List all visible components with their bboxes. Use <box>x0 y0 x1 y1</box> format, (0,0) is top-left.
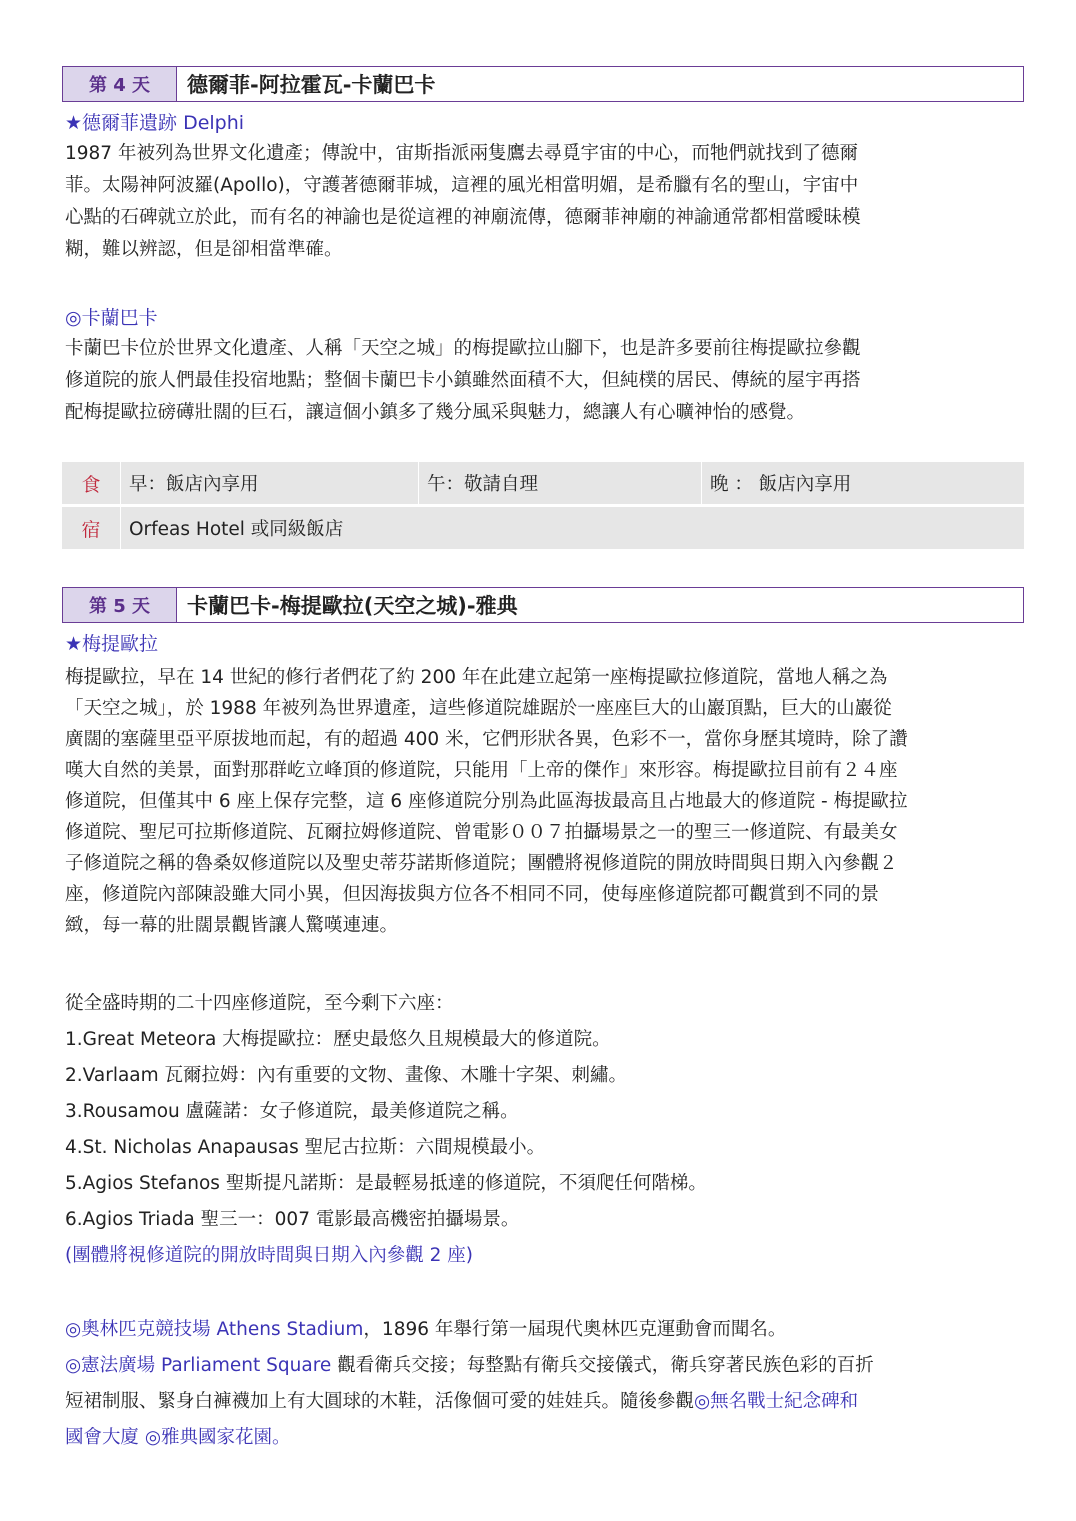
breakfast-cell: 早：飯店內享用 <box>120 462 418 504</box>
kalambaka-line: 卡蘭巴卡位於世界文化遺產、人稱「天空之城」的梅提歐拉山腳下，也是許多要前往梅提歐拉參觀 <box>65 338 861 359</box>
parliament-text: 觀看衛兵交接；每整點有衛兵交接儀式，衛兵穿著民族色彩的百折 <box>331 1355 874 1376</box>
kalambaka-title: ◎卡蘭巴卡 <box>65 307 158 329</box>
stadium-name: ◎奧林匹克競技場 Athens Stadium <box>65 1319 364 1340</box>
athens-section <box>65 1312 1015 1456</box>
meteora-line: 緻，每一幕的壯闊景觀皆讓人驚嘆連連。 <box>65 915 399 936</box>
hotel-cell: Orfeas Hotel 或同級飯店 <box>120 507 1024 549</box>
meteora-description <box>65 662 1015 941</box>
meteora-line: 修道院，但僅其中 6 座上保存完整，這 6 座修道院分別為此區海拔最高且占地最大的修道院 - 梅提歐拉 <box>65 791 908 812</box>
meal-label: 食 <box>81 473 101 496</box>
list-item: 1.Great Meteora 大梅提歐拉：歷史最悠久且規模最大的修道院。 <box>65 1029 611 1050</box>
lunch-cell: 午：敬請自理 <box>418 462 701 504</box>
meal-table <box>62 462 1024 549</box>
delphi-line: 心點的石碑就立於此，而有名的神諭也是從這裡的神廟流傳，德爾菲神廟的神諭通常都相當曖昧模 <box>65 207 861 228</box>
list-item: 4.St. Nicholas Anapausas 聖尼古拉斯：六間規模最小。 <box>65 1137 546 1158</box>
parliament-garden: 國會大廈 ◎雅典國家花園。 <box>65 1427 291 1448</box>
day4-number: 第 4 天 <box>63 67 177 101</box>
parliament-line <box>65 1348 1015 1384</box>
meteora-line: 子修道院之稱的魯桑奴修道院以及聖史蒂芬諾斯修道院；團體將視修道院的開放時間與日期入內參觀２ <box>65 853 898 874</box>
day5-route: 卡蘭巴卡-梅提歐拉(天空之城)-雅典 <box>187 594 518 618</box>
list-item: 3.Rousamou 盧薩諾：女子修道院，最美修道院之稱。 <box>65 1101 519 1122</box>
delphi-line: 1987 年被列為世界文化遺產；傳說中，宙斯指派兩隻鷹去尋覓宇宙的中心，而牠們就找到了德爾 <box>65 143 858 164</box>
delphi-line: 菲。太陽神阿波羅(Apollo)，守護著德爾菲城，這裡的風光相當明媚，是希臘有名的聖山，宇宙中 <box>65 175 859 196</box>
day4-route: 德爾菲-阿拉霍瓦-卡蘭巴卡 <box>187 73 436 97</box>
meteora-line: 「天空之城」，於 1988 年被列為世界遺產，這些修道院雄踞於一座座巨大的山巖頂點，巨大的山巖從 <box>65 698 892 719</box>
monastery-list <box>65 986 1015 1274</box>
tomb-link: ◎無名戰士紀念碑和 <box>694 1391 859 1412</box>
parliament-name: ◎憲法廣場 Parliament Square <box>65 1355 332 1376</box>
list-intro: 從全盛時期的二十四座修道院，至今剩下六座： <box>65 993 454 1014</box>
stadium-line <box>65 1312 1015 1348</box>
day5-number: 第 5 天 <box>63 588 177 622</box>
kalambaka-description <box>65 333 1015 429</box>
meteora-line: 嘆大自然的美景，面對那群屹立峰頂的修道院，只能用「上帝的傑作」來形容。梅提歐拉目前有２４座 <box>65 760 898 781</box>
kalambaka-line: 配梅提歐拉磅礡壯闊的巨石，讓這個小鎮多了幾分風采與魅力，總讓人有心曠神怡的感覺。 <box>65 402 806 423</box>
meteora-line: 梅提歐拉，早在 14 世紀的修行者們花了約 200 年在此建立起第一座梅提歐拉修道院，當地人稱之為 <box>65 667 888 688</box>
day4-header <box>62 66 1024 102</box>
stadium-text: ，1896 年舉行第一屆現代奧林匹克運動會而聞名。 <box>363 1319 787 1340</box>
day5-header <box>62 587 1024 623</box>
meteora-line: 座，修道院內部陳設雖大同小異，但因海拔與方位各不相同不同，使每座修道院都可觀賞到不同的景 <box>65 884 880 905</box>
delphi-title: ★德爾菲遺跡 Delphi <box>65 112 245 134</box>
list-item: 6.Agios Triada 聖三一：007 電影最高機密拍攝場景。 <box>65 1209 520 1230</box>
kalambaka-line: 修道院的旅人們最佳投宿地點；整個卡蘭巴卡小鎮雖然面積不大，但純樸的居民、傳統的屋宇再搭 <box>65 370 861 391</box>
parliament-line-2 <box>65 1384 1015 1420</box>
stay-row <box>62 507 1024 549</box>
meteora-line: 修道院、聖尼可拉斯修道院、瓦爾拉姆修道院、曾電影００７拍攝場景之一的聖三一修道院、有最美女 <box>65 822 898 843</box>
dinner-cell: 晚 ： 飯店內享用 <box>701 462 1024 504</box>
stay-label: 宿 <box>81 518 101 541</box>
delphi-line: 糊，難以辨認，但是卻相當準確。 <box>65 239 343 260</box>
delphi-description <box>65 138 1015 266</box>
meteora-line: 廣闊的塞薩里亞平原拔地而起，有的超過 400 米，它們形狀各異，色彩不一，當你身歷其境時，除了讚 <box>65 729 908 750</box>
parliament-text-2: 短裙制服、緊身白褲襪加上有大圓球的木鞋，活像個可愛的娃娃兵。隨後參觀 <box>65 1391 695 1412</box>
list-item: 2.Varlaam 瓦爾拉姆：內有重要的文物、畫像、木雕十字架、刺繡。 <box>65 1065 628 1086</box>
meal-row <box>62 462 1024 504</box>
meteora-title: ★梅提歐拉 <box>65 633 159 655</box>
list-item: 5.Agios Stefanos 聖斯提凡諾斯：是最輕易抵達的修道院，不須爬任何階梯。 <box>65 1173 707 1194</box>
visit-note: (團體將視修道院的開放時間與日期入內參觀 2 座) <box>65 1245 473 1266</box>
